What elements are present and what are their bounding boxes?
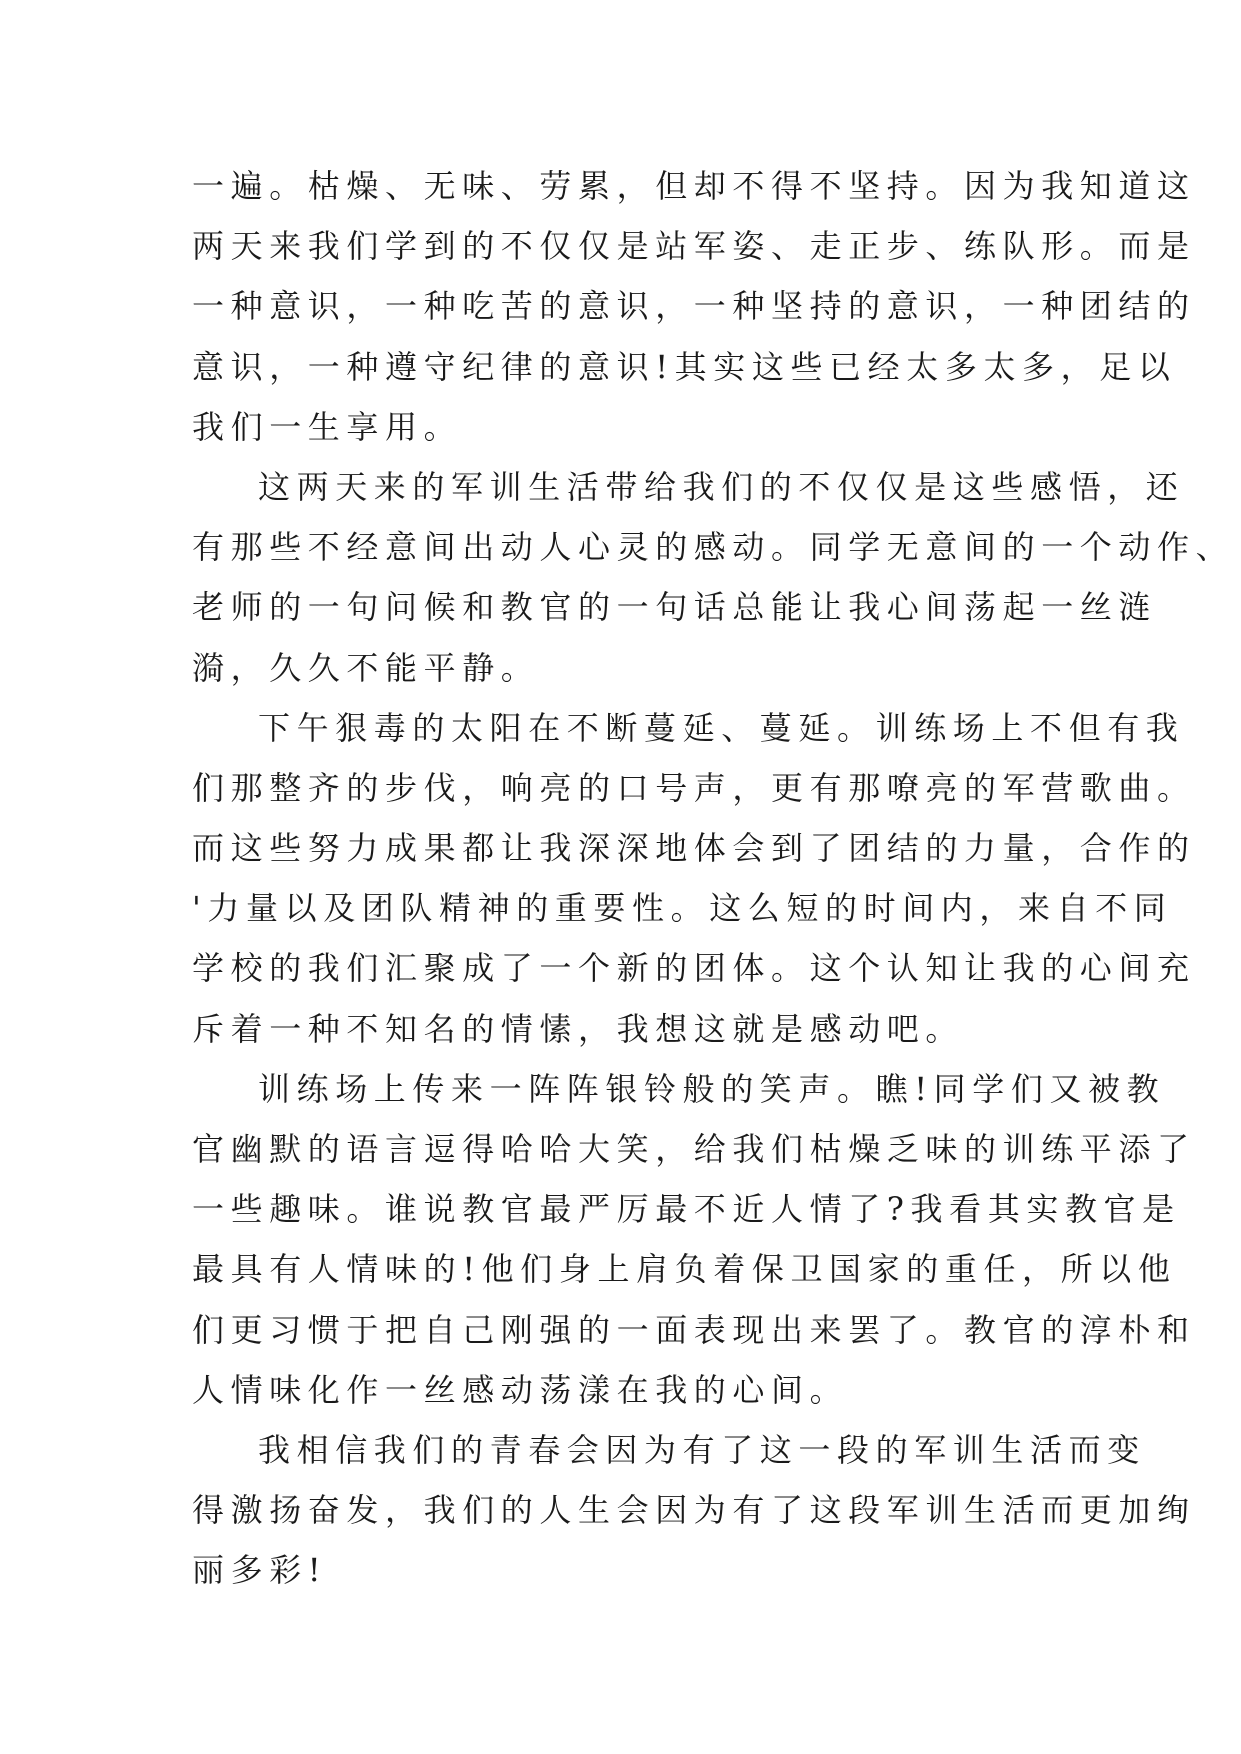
text-line: 最具有人情味的!他们身上肩负着保卫国家的重任，所以他 — [192, 1250, 1177, 1289]
text-line: 意识，一种遵守纪律的意识!其实这些已经太多太多，足以 — [192, 347, 1177, 386]
text-line: 斥着一种不知名的情愫，我想这就是感动吧。 — [192, 1009, 965, 1048]
paragraph-1 — [192, 156, 1196, 457]
text-line: '力量以及团队精神的重要性。这么短的时间内，来自不同 — [192, 889, 1173, 928]
text-line: 两天来我们学到的不仅仅是站军姿、走正步、练队形。而是 — [192, 227, 1196, 266]
text-line: 我们一生享用。 — [192, 407, 463, 446]
text-line: 下午狠毒的太阳在不断蔓延、蔓延。训练场上不但有我 — [258, 708, 1185, 747]
text-line: 老师的一句问候和教官的一句话总能让我心间荡起一丝涟 — [192, 588, 1158, 627]
text-line: 得激扬奋发，我们的人生会因为有了这段军训生活而更加绚 — [192, 1491, 1196, 1530]
text-line: 们那整齐的步伐，响亮的口号声，更有那嘹亮的军营歌曲。 — [192, 768, 1196, 807]
paragraph-3 — [192, 698, 1196, 1059]
text-line: 一遍。枯燥、无味、劳累，但却不得不坚持。因为我知道这 — [192, 167, 1196, 205]
text-line: 一种意识，一种吃苦的意识，一种坚持的意识，一种团结的 — [192, 287, 1196, 326]
text-line: 官幽默的语言逗得哈哈大笑，给我们枯燥乏味的训练平添了 — [192, 1130, 1196, 1168]
text-line: 丽多彩! — [192, 1551, 328, 1590]
text-line: 这两天来的军训生活带给我们的不仅仅是这些感悟，还 — [258, 467, 1185, 506]
text-line: 我相信我们的青春会因为有了这一段的军训生活而变 — [258, 1430, 1146, 1469]
paragraph-2 — [192, 457, 1235, 698]
body-text — [192, 156, 1235, 1601]
text-line: 人情味化作一丝感动荡漾在我的心间。 — [192, 1370, 849, 1409]
paragraph-5 — [192, 1420, 1196, 1601]
text-line: 学校的我们汇聚成了一个新的团体。这个认知让我的心间充 — [192, 949, 1196, 988]
text-line: 漪，久久不能平静。 — [192, 648, 540, 687]
text-line: 们更习惯于把自己刚强的一面表现出来罢了。教官的淳朴和 — [192, 1310, 1196, 1349]
text-line: 训练场上传来一阵阵银铃般的笑声。瞧!同学们又被教 — [258, 1069, 1166, 1108]
text-line: 一些趣味。谁说教官最严厉最不近人情了?我看其实教官是 — [192, 1190, 1181, 1229]
paragraph-4 — [192, 1059, 1196, 1420]
text-line: 有那些不经意间出动人心灵的感动。同学无意间的一个动作、 — [192, 528, 1235, 567]
text-line: 而这些努力成果都让我深深地体会到了团结的力量，合作的 — [192, 829, 1196, 868]
